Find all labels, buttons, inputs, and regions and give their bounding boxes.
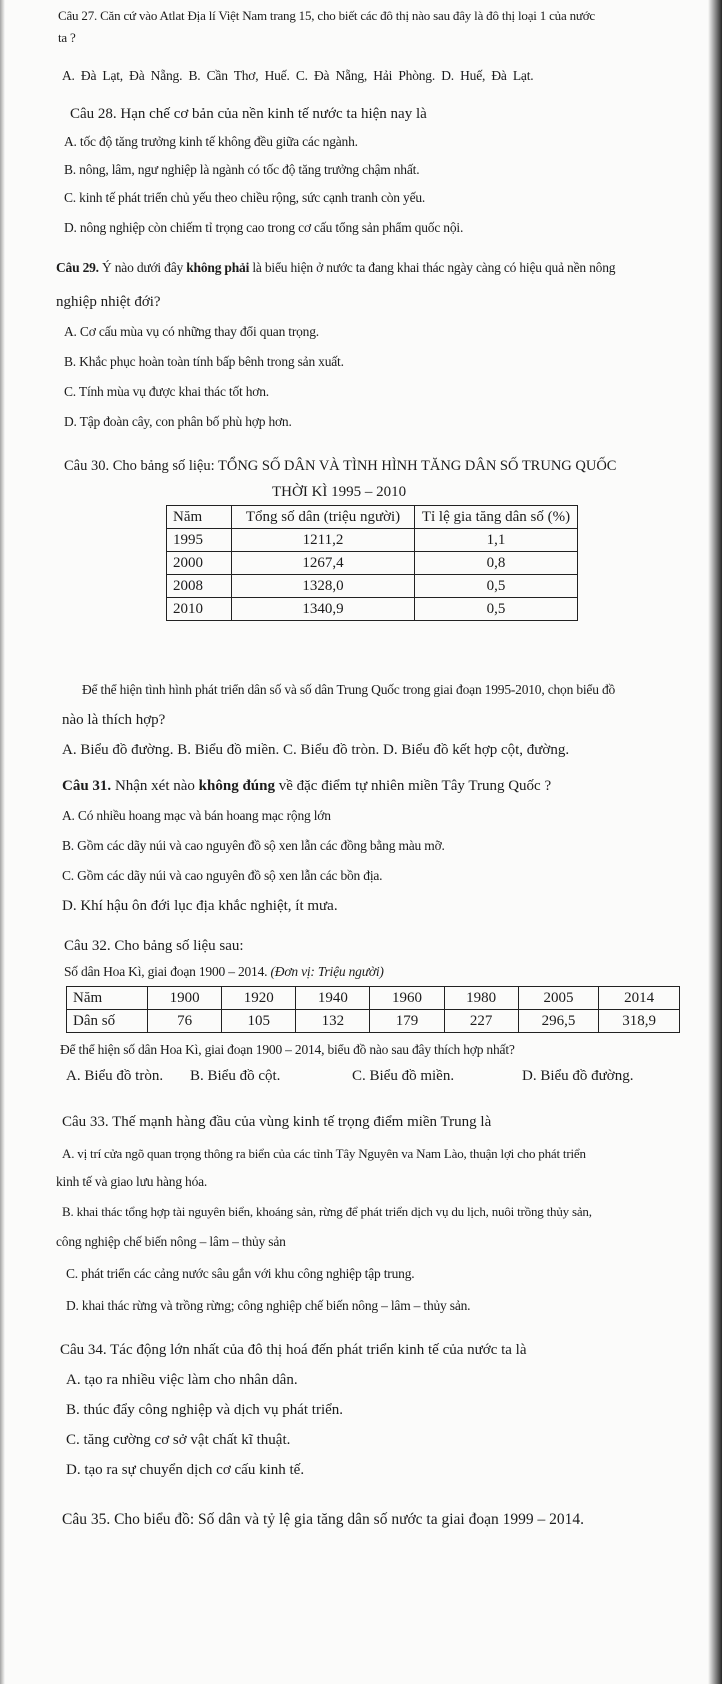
table-header-cell: Tổng số dân (triệu người) [232, 506, 415, 529]
q32-option-a: A. Biểu đồ tròn. [66, 1068, 164, 1084]
q33-option-b: B. khai thác tổng hợp tài nguyên biển, khoáng sản, rừng để phát triển dịch vụ du lịch, nuôi trồng thủy sản, [62, 1204, 592, 1219]
scan-shadow-right [708, 0, 722, 1684]
table-cell: 1211,2 [232, 529, 415, 552]
table-cell: 1900 [148, 987, 222, 1010]
table-cell: 0,8 [415, 552, 578, 575]
q34-option-a: A. tạo ra nhiều việc làm cho nhân dân. [66, 1372, 298, 1388]
q29-stem-cont: nghiệp nhiệt đới? [56, 294, 161, 310]
table-row [67, 1010, 680, 1033]
q33-option-d: D. khai thác rừng và trồng rừng; công nghiệp chế biến nông – lâm – thủy sản. [66, 1298, 471, 1313]
q31-option-c: C. Gồm các dãy núi và cao nguyên đồ sộ xen lẫn các bồn địa. [62, 868, 383, 883]
table-header-cell: Năm [67, 987, 148, 1010]
q32-population-table [66, 986, 680, 1033]
q32-option-c: C. Biểu đồ miền. [352, 1068, 455, 1084]
table-cell: 2000 [167, 552, 232, 575]
table-cell: 1980 [444, 987, 518, 1010]
table-cell: 1267,4 [232, 552, 415, 575]
q31-option-d: D. Khí hậu ôn đới lục địa khắc nghiệt, ít mưa. [62, 898, 338, 914]
q32-table-caption: Số dân Hoa Kì, giai đoạn 1900 – 2014. (Đơn vị: Triệu người) [64, 964, 384, 979]
q34-option-b: B. thúc đẩy công nghiệp và dịch vụ phát triển. [66, 1402, 344, 1418]
q28-option-d: D. nông nghiệp còn chiếm tỉ trọng cao trong cơ cấu tổng sản phẩm quốc nội. [64, 220, 464, 235]
q31-stem: Câu 31. Nhận xét nào không đúng về đặc điểm tự nhiên miền Tây Trung Quốc ? [62, 778, 552, 794]
q29-option-a: A. Cơ cấu mùa vụ có những thay đổi quan trọng. [64, 324, 319, 339]
table-cell: 0,5 [415, 598, 578, 621]
q27-stem: Câu 27. Căn cứ vào Atlat Địa lí Việt Nam trang 15, cho biết các đô thị nào sau đây là đô thị loại 1 của nước [58, 8, 595, 23]
table-row [167, 552, 578, 575]
q30-options: A. Biểu đồ đường. B. Biểu đồ miền. C. Biểu đồ tròn. D. Biểu đồ kết hợp cột, đường. [62, 742, 570, 758]
table-cell: 1340,9 [232, 598, 415, 621]
table-cell: 105 [222, 1010, 296, 1033]
table-header-cell: Năm [167, 506, 232, 529]
q28-option-c: C. kinh tế phát triển chủ yếu theo chiều rộng, sức cạnh tranh còn yếu. [64, 190, 426, 205]
q28-option-b: B. nông, lâm, ngư nghiệp là ngành có tốc độ tăng trưởng chậm nhất. [64, 162, 420, 177]
q32-option-d: D. Biểu đồ đường. [522, 1068, 634, 1084]
q30-question-cont: nào là thích hợp? [62, 712, 166, 728]
q28-stem: Câu 28. Hạn chế cơ bản của nền kinh tế nước ta hiện nay là [70, 106, 427, 122]
table-cell: 0,5 [415, 575, 578, 598]
table-cell: 1,1 [415, 529, 578, 552]
q34-stem: Câu 34. Tác động lớn nhất của đô thị hoá đến phát triển kinh tế của nước ta là [60, 1342, 527, 1358]
table-cell: 132 [296, 1010, 370, 1033]
table-cell: 179 [370, 1010, 444, 1033]
table-cell: 1328,0 [232, 575, 415, 598]
q30-population-table [166, 505, 578, 621]
table-cell: 1920 [222, 987, 296, 1010]
q29-option-d: D. Tập đoàn cây, con phân bố phù hợp hơn. [64, 414, 292, 429]
q27-stem-cont: ta ? [58, 30, 76, 45]
q34-option-c: C. tăng cường cơ sở vật chất kĩ thuật. [66, 1432, 291, 1448]
table-cell: 2005 [518, 987, 599, 1010]
table-header-cell: Tỉ lệ gia tăng dân số (%) [415, 506, 578, 529]
table-cell: 2010 [167, 598, 232, 621]
table-cell: 76 [148, 1010, 222, 1033]
table-cell: 2014 [599, 987, 680, 1010]
q29-stem: Câu 29. Ý nào dưới đây không phải là biểu hiện ở nước ta đang khai thác ngày càng có hiệu quả nền nông [56, 260, 616, 275]
q29-label: Câu 29. [56, 260, 99, 275]
table-cell: 318,9 [599, 1010, 680, 1033]
q32-option-b: B. Biểu đồ cột. [190, 1068, 281, 1084]
table-header-cell: Dân số [67, 1010, 148, 1033]
q31-option-b: B. Gồm các dãy núi và cao nguyên đồ sộ xen lẫn các đồng bằng màu mỡ. [62, 838, 445, 853]
table-row [167, 506, 578, 529]
table-cell: 296,5 [518, 1010, 599, 1033]
q33-stem: Câu 33. Thế mạnh hàng đầu của vùng kinh tế trọng điểm miền Trung là [62, 1114, 492, 1130]
q33-option-a-cont: kinh tế và giao lưu hàng hóa. [56, 1174, 208, 1189]
q33-option-c: C. phát triển các cảng nước sâu gắn với khu công nghiệp tập trung. [66, 1266, 415, 1281]
table-cell: 1995 [167, 529, 232, 552]
q33-option-a: A. vị trí cửa ngõ quan trọng thông ra biển của các tỉnh Tây Nguyên va Nam Lào, thuận lợi cho phát triển [62, 1146, 586, 1161]
q34-option-d: D. tạo ra sự chuyển dịch cơ cấu kinh tế. [66, 1462, 305, 1478]
table-cell: 1940 [296, 987, 370, 1010]
q32-question: Để thể hiện số dân Hoa Kì, giai đoạn 1900 – 2014, biểu đồ nào sau đây thích hợp nhất? [60, 1042, 515, 1057]
q30-table-title: THỜI KÌ 1995 – 2010 [272, 484, 407, 500]
q30-stem: Câu 30. Cho bảng số liệu: TỔNG SỐ DÂN VÀ TÌNH HÌNH TĂNG DÂN SỐ TRUNG QUỐC [64, 458, 617, 474]
q29-emphasis: không phải [186, 260, 250, 275]
q31-emphasis: không đúng [198, 778, 275, 794]
q29-option-b: B. Khắc phục hoàn toàn tính bấp bênh trong sản xuất. [64, 354, 344, 369]
q35-stem: Câu 35. Cho biểu đồ: Số dân và tỷ lệ gia tăng dân số nước ta giai đoạn 1999 – 2014. [62, 1511, 584, 1528]
table-row [167, 598, 578, 621]
q31-option-a: A. Có nhiều hoang mạc và bán hoang mạc rộng lớn [62, 808, 331, 823]
table-row [167, 529, 578, 552]
table-row [67, 987, 680, 1010]
table-cell: 227 [444, 1010, 518, 1033]
table-row [167, 575, 578, 598]
q31-label: Câu 31. [62, 778, 112, 794]
q28-option-a: A. tốc độ tăng trưởng kinh tế không đều giữa các ngành. [64, 134, 358, 149]
q29-option-c: C. Tính mùa vụ được khai thác tốt hơn. [64, 384, 269, 399]
q27-options: A. Đà Lạt, Đà Nẵng. B. Cần Thơ, Huế. C. Đà Nẵng, Hải Phòng. D. Huế, Đà Lạt. [62, 68, 534, 83]
q30-question: Để thể hiện tình hình phát triển dân số và số dân Trung Quốc trong giai đoạn 1995-2010, chọn biểu đồ [82, 682, 616, 697]
q33-option-b-cont: công nghiệp chế biến nông – lâm – thủy sản [56, 1234, 286, 1249]
q32-stem: Câu 32. Cho bảng số liệu sau: [64, 938, 244, 954]
table-cell: 1960 [370, 987, 444, 1010]
table-cell: 2008 [167, 575, 232, 598]
scan-shadow-left [0, 0, 5, 1684]
